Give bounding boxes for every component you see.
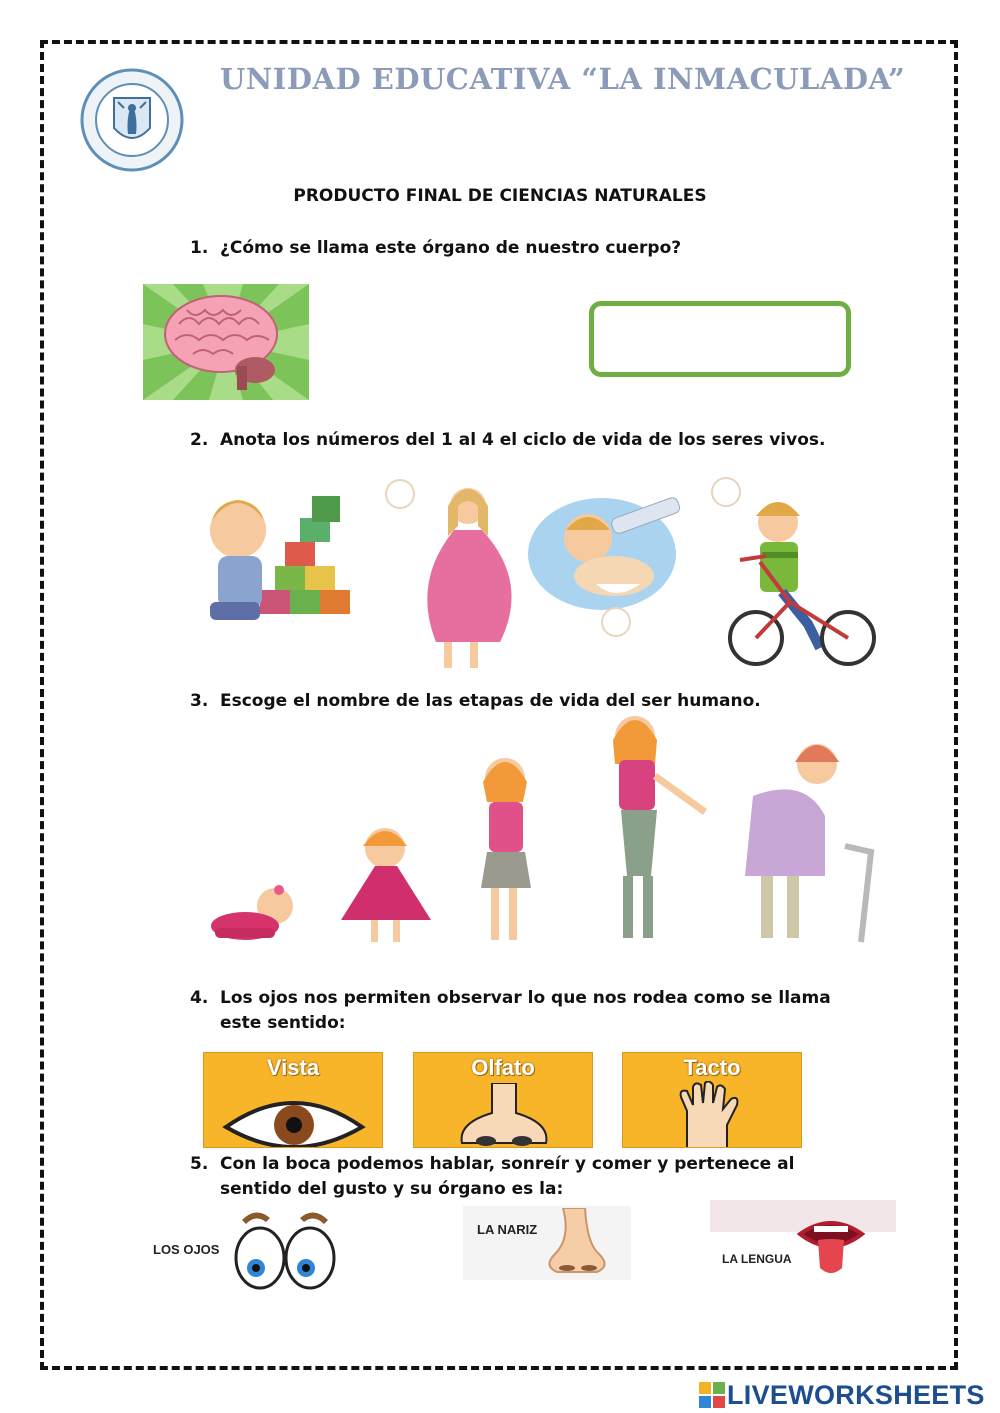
question-text: Escoge el nombre de las etapas de vida del ser humano. xyxy=(220,691,761,711)
question-3 xyxy=(190,689,860,714)
child-blocks-figure xyxy=(210,496,350,620)
worksheet-title: PRODUCTO FINAL DE CIENCIAS NATURALES xyxy=(293,186,707,206)
adult-woman-figure xyxy=(613,716,705,938)
child-bicycle-figure xyxy=(712,478,874,664)
eye-icon xyxy=(222,1089,366,1148)
school-name: UNIDAD EDUCATIVA “LA INMACULADA” xyxy=(220,62,906,96)
question-number: 4. xyxy=(190,988,209,1008)
sense-card-olfato[interactable] xyxy=(413,1052,593,1148)
nose-option-card[interactable] xyxy=(463,1206,631,1280)
nose-icon xyxy=(448,1083,560,1148)
pregnant-woman-figure xyxy=(386,480,512,668)
question-1 xyxy=(190,236,860,261)
sense-label: Vista xyxy=(266,1055,320,1080)
life-cycle-illustration xyxy=(200,472,880,674)
tongue-option-card[interactable] xyxy=(710,1200,896,1280)
baby-bottle-figure xyxy=(528,496,681,636)
mouth-tongue-icon xyxy=(796,1212,866,1278)
baby-crawling-figure xyxy=(211,885,293,940)
eyes-icon[interactable] xyxy=(230,1206,340,1292)
sense-label: Olfato xyxy=(471,1055,535,1080)
sense-label: Tacto xyxy=(683,1055,741,1080)
question-number: 2. xyxy=(190,430,209,450)
brain-illustration xyxy=(143,284,309,400)
question-text: ¿Cómo se llama este órgano de nuestro cuerpo? xyxy=(220,238,682,258)
sense-card-tacto[interactable] xyxy=(622,1052,802,1148)
question-number: 5. xyxy=(190,1154,209,1174)
hand-icon xyxy=(667,1081,757,1148)
question-text: Los ojos nos permiten observar lo que nos rodea como se llama este sentido: xyxy=(220,988,831,1033)
answer-box[interactable] xyxy=(589,301,851,377)
nose-icon xyxy=(537,1208,617,1278)
brand-name: LIVEWORKSHEETS xyxy=(727,1379,985,1410)
school-seal-logo xyxy=(78,68,186,172)
question-number: 1. xyxy=(190,238,209,258)
elderly-woman-figure xyxy=(745,744,871,942)
life-stages-illustration xyxy=(205,716,885,952)
teenage-girl-figure xyxy=(481,758,531,940)
question-4 xyxy=(190,986,860,1036)
organ-option-eyes-label[interactable]: LOS OJOS xyxy=(153,1242,220,1257)
question-text: Anota los números del 1 al 4 el ciclo de vida de los seres vivos. xyxy=(220,430,826,450)
question-text: Con la boca podemos hablar, sonreír y comer y pertenece al sentido del gusto y su órgano es la: xyxy=(220,1154,795,1199)
question-2 xyxy=(190,428,860,453)
sense-card-vista[interactable] xyxy=(203,1052,383,1148)
liveworksheets-logo xyxy=(699,1378,985,1412)
question-number: 3. xyxy=(190,691,209,711)
question-5 xyxy=(190,1152,860,1202)
little-girl-figure xyxy=(341,828,431,942)
liveworksheets-grid-icon xyxy=(699,1382,725,1408)
organ-option-nose-label: LA NARIZ xyxy=(477,1222,538,1237)
organ-option-tongue-label: LA LENGUA xyxy=(722,1252,792,1266)
